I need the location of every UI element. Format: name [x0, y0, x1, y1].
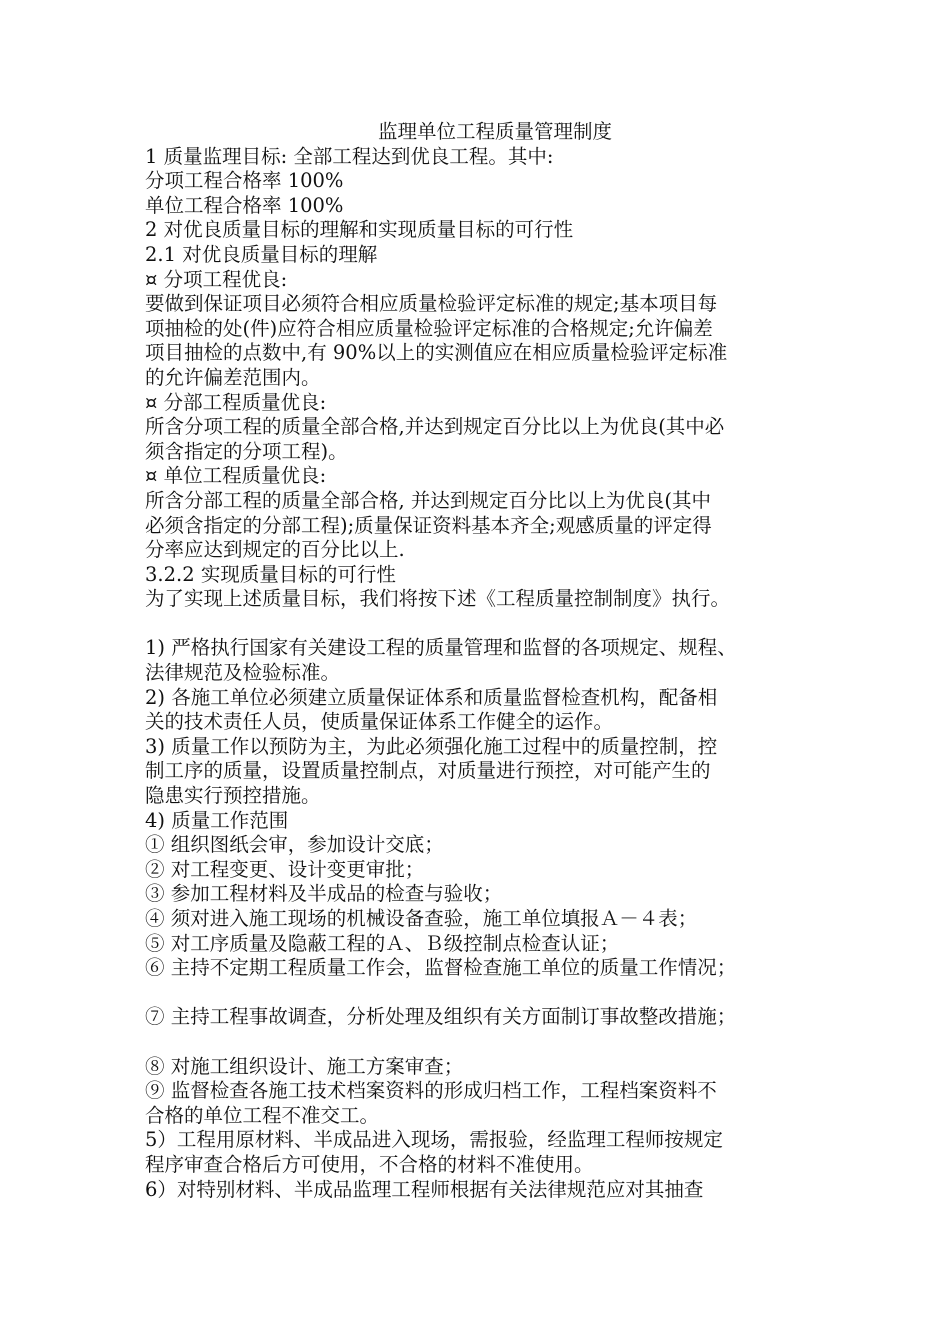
blank-line [145, 612, 835, 637]
text-line: 单位工程合格率 100% [145, 193, 344, 217]
text-line: ¤ 单位工程质量优良: [145, 464, 327, 488]
text-line: 为了实现上述质量目标，我们将按下述《工程质量控制制度》执行。 [145, 587, 731, 611]
text-line: 项目抽检的点数中,有 90%以上的实测值应在相应质量检验评定标准 [145, 341, 728, 365]
text-line: ⑦ 主持工程事故调查，分析处理及组织有关方面制订事故整改措施； [145, 1005, 737, 1029]
text-line: 1 质量监理目标: 全部工程达到优良工程。其中: [145, 144, 554, 168]
text-line: 分率应达到规定的百分比以上. [145, 538, 405, 562]
text-line: 2.1 对优良质量目标的理解 [145, 242, 378, 266]
document-body [145, 120, 835, 1202]
text-line: 所含分项工程的质量全部合格,并达到规定百分比以上为优良(其中必 [145, 415, 725, 439]
text-line: 6）对特别材料、半成品监理工程师根据有关法律规范应对其抽查 [145, 1177, 704, 1201]
text-line: 项抽检的处(件)应符合相应质量检验评定标准的合格规定;允许偏差 [145, 316, 713, 340]
text-line: ⑨ 监督检查各施工技术档案资料的形成归档工作，工程档案资料不 [145, 1079, 717, 1103]
text-line: ③ 参加工程材料及半成品的检查与验收； [145, 882, 503, 906]
text-line: 制工序的质量，设置质量控制点，对质量进行预控，对可能产生的 [145, 759, 711, 783]
text-line: 须含指定的分项工程)。 [145, 439, 348, 463]
text-line: ¤ 分部工程质量优良: [145, 390, 327, 414]
blank-line [145, 981, 835, 1006]
text-line: 3) 质量工作以预防为主，为此必须强化施工过程中的质量控制，控 [145, 734, 718, 758]
text-line: 隐患实行预控措施。 [145, 784, 321, 808]
text-line: 5）工程用原材料、半成品进入现场，需报验，经监理工程师按规定 [145, 1128, 723, 1152]
document-text [145, 145, 835, 1203]
text-line: 合格的单位工程不准交工。 [145, 1103, 380, 1127]
text-line: ⑧ 对施工组织设计、施工方案审查； [145, 1054, 464, 1078]
blank-line [145, 1030, 835, 1055]
text-line: 2 对优良质量目标的理解和实现质量目标的可行性 [145, 218, 574, 242]
text-line: 法律规范及检验标准。 [145, 661, 341, 685]
text-line: ④ 须对进入施工现场的机械设备查验，施工单位填报Ａ－４表； [145, 907, 698, 930]
text-line: ¤ 分项工程优良: [145, 267, 288, 291]
text-line: ⑤ 对工序质量及隐蔽工程的Ａ、Ｂ级控制点检查认证； [145, 931, 620, 955]
text-line: 3.2.2 实现质量目标的可行性 [145, 562, 396, 586]
text-line: ② 对工程变更、设计变更审批； [145, 857, 425, 881]
text-line: 所含分部工程的质量全部合格, 并达到规定百分比以上为优良(其中 [145, 488, 712, 512]
text-line: 1) 严格执行国家有关建设工程的质量管理和监督的各项规定、规程、 [145, 636, 737, 660]
text-line: 必须含指定的分部工程);质量保证资料基本齐全;观感质量的评定得 [145, 513, 712, 537]
text-line: 关的技术责任人员，使质量保证体系工作健全的运作。 [145, 710, 614, 734]
text-line: 要做到保证项目必须符合相应质量检验评定标准的规定;基本项目每 [145, 292, 718, 316]
text-line: 分项工程合格率 100% [145, 169, 344, 193]
text-line: ① 组织图纸会审，参加设计交底； [145, 833, 444, 857]
document-title: 监理单位工程质量管理制度 [377, 120, 612, 143]
text-line: 的允许偏差范围内。 [145, 365, 321, 389]
text-line: 程序审查合格后方可使用，不合格的材料不准使用。 [145, 1152, 594, 1176]
text-line: ⑥ 主持不定期工程质量工作会，监督检查施工单位的质量工作情况； [145, 956, 737, 980]
text-line: 2) 各施工单位必须建立质量保证体系和质量监督检查机构，配备相 [145, 685, 718, 709]
text-line: 4) 质量工作范围 [145, 808, 289, 832]
